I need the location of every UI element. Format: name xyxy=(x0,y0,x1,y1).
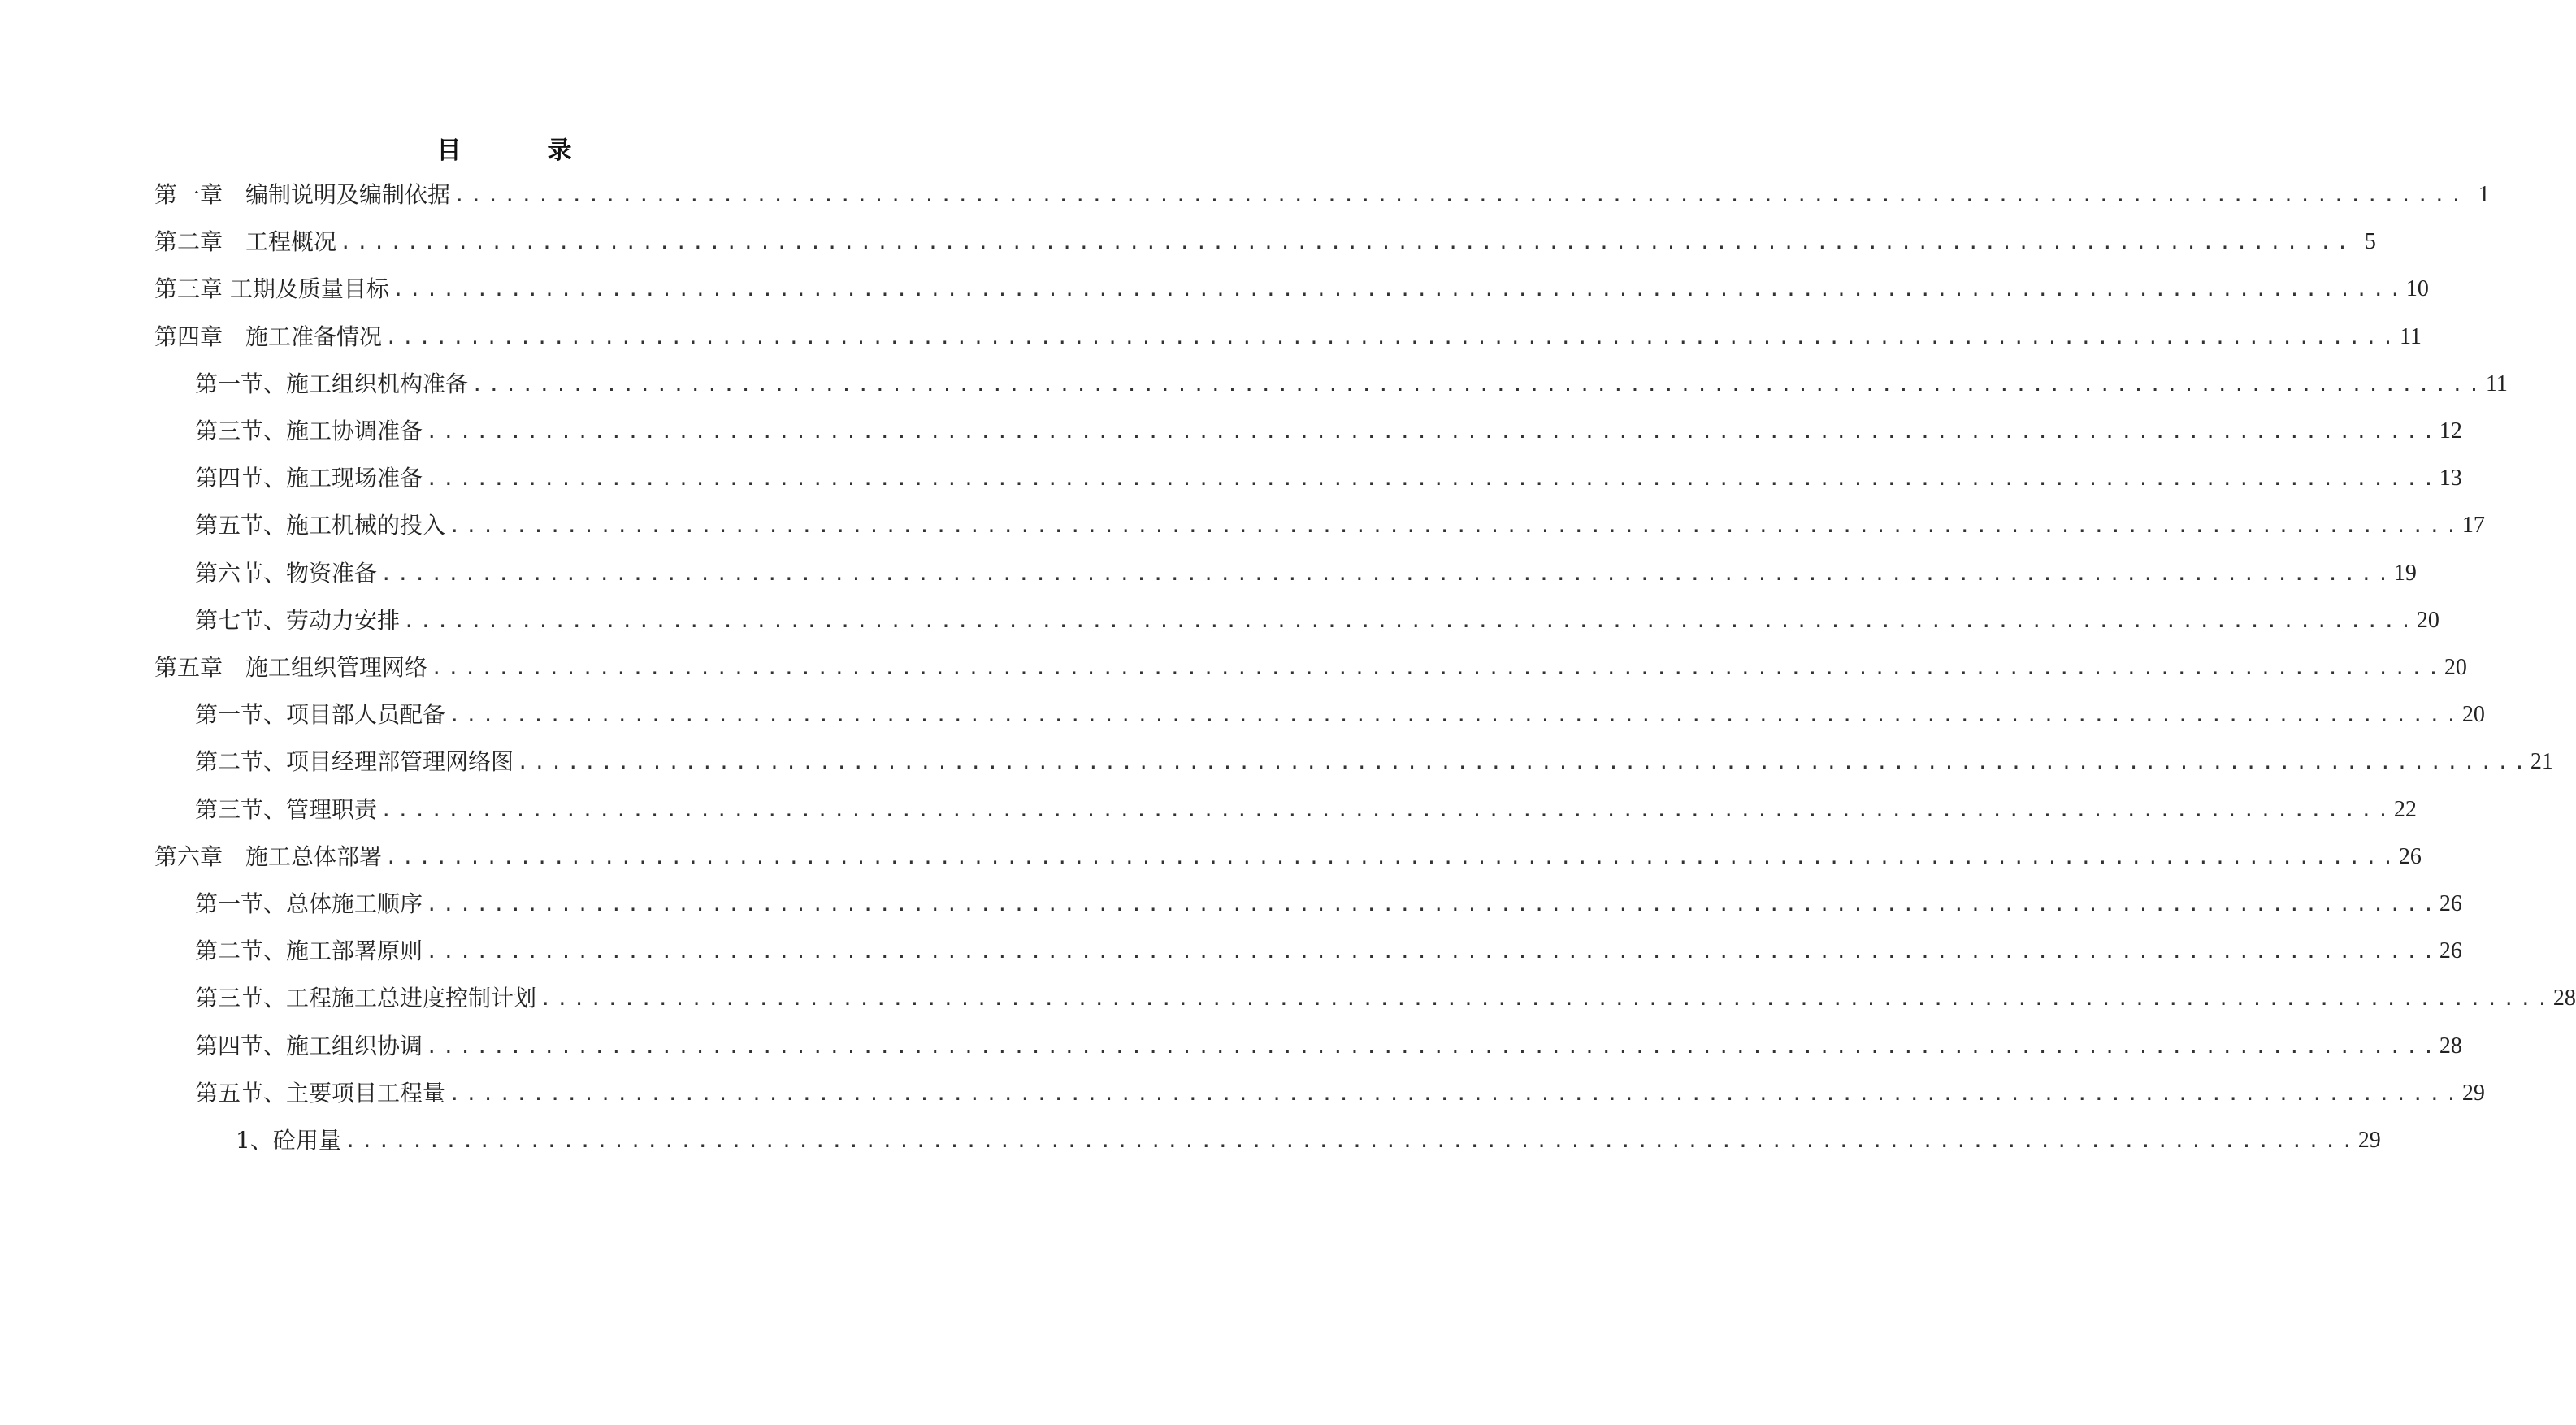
dot-leader: ........................................................................................................................ xyxy=(431,656,2444,679)
dot-leader: ........................................................................................................................ xyxy=(380,561,2394,585)
toc-entry-page-number: 28 xyxy=(2439,1033,2462,1059)
toc-entry-label: 第三节、施工协调准备 xyxy=(195,418,423,444)
dot-leader: ........................................................................................................................ xyxy=(471,372,2485,396)
toc-entry[interactable] xyxy=(195,982,2576,1015)
toc-entry-page-number: 29 xyxy=(2461,1080,2485,1106)
toc-entry[interactable] xyxy=(195,935,2462,968)
dot-leader: ........................................................................................................................ xyxy=(380,798,2394,821)
toc-entry-label: 第二章 工程概况 xyxy=(154,228,337,256)
toc-entry-page-number: 5 xyxy=(2364,229,2376,255)
toc-entry[interactable] xyxy=(195,1077,2485,1110)
dot-leader: ........................................................................................................................ xyxy=(403,609,2417,632)
toc-entry-page-number: 20 xyxy=(2416,607,2439,633)
toc-entry-page-number: 11 xyxy=(2399,323,2422,349)
toc-entry[interactable] xyxy=(195,509,2485,542)
toc-entry-label: 第三章 工期及质量目标 xyxy=(154,275,389,303)
dot-leader: ........................................................................................................................ xyxy=(385,325,2399,349)
toc-entry-label: 第二节、施工部署原则 xyxy=(195,938,423,965)
dot-leader: ........................................................................................................................ xyxy=(426,940,2439,964)
toc-entry[interactable] xyxy=(195,368,2508,401)
dot-leader: ........................................................................................................................ xyxy=(453,184,2467,206)
toc-entry-label: 第二节、项目经理部管理网络图 xyxy=(195,748,514,776)
toc-entry[interactable] xyxy=(195,462,2462,495)
toc-entry-label: 第四节、施工现场准备 xyxy=(195,465,423,492)
toc-entry[interactable] xyxy=(195,604,2439,637)
toc-entry-label: 第一节、总体施工顺序 xyxy=(195,890,423,917)
toc-entry-label: 第四章 施工准备情况 xyxy=(154,323,383,350)
toc-entry-label: 第五节、施工机械的投入 xyxy=(195,512,446,539)
dot-leader: ........................................................................................................................ xyxy=(426,420,2439,443)
toc-entry[interactable] xyxy=(195,746,2553,778)
dot-leader: ........................................................................................................................ xyxy=(385,845,2399,868)
toc-entry-page-number: 20 xyxy=(2444,655,2467,680)
toc-entry-label: 1、砼用量 xyxy=(236,1127,341,1154)
toc-entry[interactable] xyxy=(154,179,2490,211)
toc-entry-label: 第五章 施工组织管理网络 xyxy=(154,654,428,681)
toc-entry-label: 第一节、施工组织机构准备 xyxy=(195,370,469,397)
toc-entry-page-number: 21 xyxy=(2530,749,2553,775)
dot-leader: ........................................................................................................................ xyxy=(392,278,2406,301)
toc-entry-label: 第五节、主要项目工程量 xyxy=(195,1079,446,1107)
toc-entry-page-number: 29 xyxy=(2357,1128,2381,1153)
toc-entry[interactable] xyxy=(195,1030,2462,1063)
dot-leader: ........................................................................................................................ xyxy=(540,987,2553,1011)
toc-entry-label: 第一章 编制说明及编制依据 xyxy=(154,181,451,208)
toc-entry[interactable] xyxy=(236,1124,2381,1157)
toc-entry-label: 第三节、管理职责 xyxy=(195,795,378,823)
toc-entry-page-number: 28 xyxy=(2552,985,2576,1011)
dot-leader: ........................................................................................................................ xyxy=(340,231,2353,254)
dot-leader: ........................................................................................................................ xyxy=(449,514,2462,538)
toc-entry[interactable] xyxy=(154,841,2422,873)
toc-entry-page-number: 12 xyxy=(2439,418,2462,444)
toc-title: 目 录 xyxy=(436,136,603,165)
toc-entry-label: 第四节、施工组织协调 xyxy=(195,1032,423,1059)
toc-entry[interactable] xyxy=(195,415,2462,448)
dot-leader: ........................................................................................................................ xyxy=(344,1129,2358,1152)
toc-entry-label: 第六节、物资准备 xyxy=(195,559,378,587)
toc-entry-label: 第六章 施工总体部署 xyxy=(154,842,383,870)
toc-entry[interactable] xyxy=(154,273,2429,305)
dot-leader: ........................................................................................................................ xyxy=(426,467,2439,491)
toc-entry-label: 第七节、劳动力安排 xyxy=(195,606,401,634)
toc-entry-page-number: 10 xyxy=(2405,276,2429,302)
toc-entry[interactable] xyxy=(195,888,2462,920)
toc-entry[interactable] xyxy=(154,652,2467,684)
toc-entry-page-number: 17 xyxy=(2461,513,2485,539)
toc-entry[interactable] xyxy=(195,699,2485,731)
dot-leader: ........................................................................................................................ xyxy=(449,1081,2462,1105)
toc-entry-label: 第一节、项目部人员配备 xyxy=(195,701,446,729)
toc-entry-page-number: 20 xyxy=(2461,702,2485,728)
toc-entry[interactable] xyxy=(195,794,2417,826)
toc-entry[interactable] xyxy=(154,226,2376,258)
dot-leader: ........................................................................................................................ xyxy=(449,704,2462,727)
toc-entry-page-number: 11 xyxy=(2485,370,2508,396)
dot-leader: ........................................................................................................................ xyxy=(426,893,2439,916)
dot-leader: ........................................................................................................................ xyxy=(426,1034,2439,1058)
toc-entry-page-number: 26 xyxy=(2439,938,2462,964)
toc-entry-page-number: 26 xyxy=(2398,843,2422,869)
toc-entry-label: 第三节、工程施工总进度控制计划 xyxy=(195,985,537,1012)
toc-entry-page-number: 19 xyxy=(2393,560,2417,586)
toc-entry-page-number: 22 xyxy=(2393,796,2417,822)
toc-entry-page-number: 26 xyxy=(2439,891,2462,916)
toc-entry-page-number: 1 xyxy=(2478,182,2490,207)
dot-leader: ........................................................................................................................ xyxy=(517,751,2530,774)
toc-entry[interactable] xyxy=(154,321,2422,353)
toc-entry[interactable] xyxy=(195,557,2417,590)
toc-entry-page-number: 13 xyxy=(2439,466,2462,492)
